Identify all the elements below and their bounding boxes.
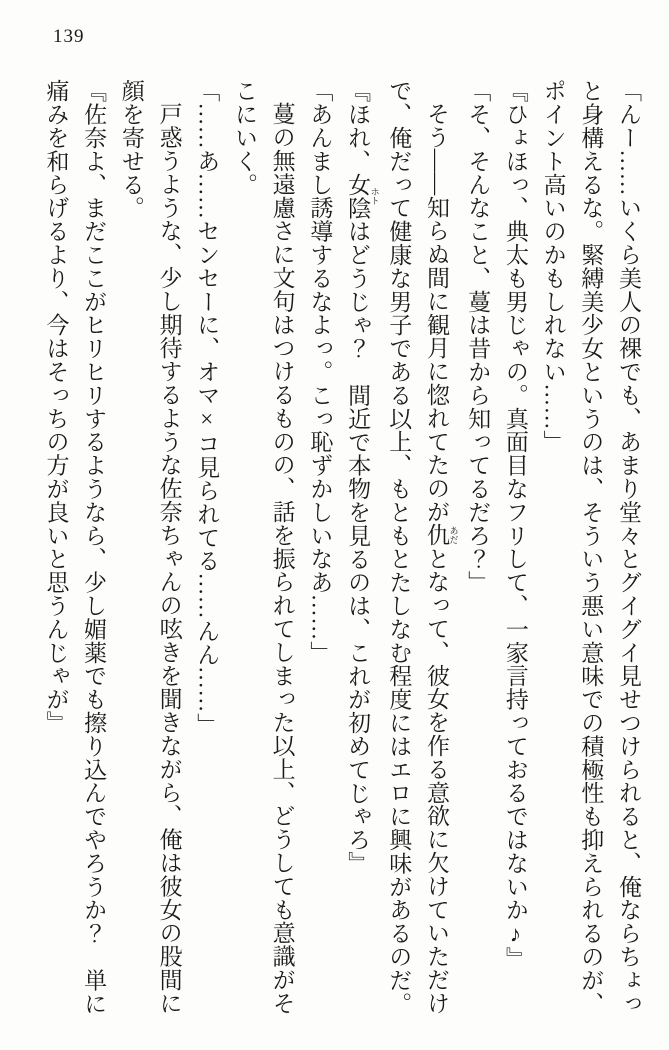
vertical-text-body <box>37 79 647 1017</box>
text-line: 蔓の無遠慮さに文句はつけるものの、話を振られてしまった以上、どうしても意識がそこにいく。 <box>231 79 295 1015</box>
text-line: 『ひょほっ、典太も男じゃの。真面目なフリして、一家言持っておるではないか♪』 <box>502 79 528 971</box>
text-line: 「んー……いくら美人の裸でも、あまり堂々とグイグイ見せつけられると、俺ならちょっと身構えるな。緊縛美少女というのは、そういう悪い意味での積極性も抑えられるのが、ポイント高いのかもしれない……」 <box>540 79 641 1015</box>
ruby-annotated-word: 女陰 ホト <box>345 172 380 220</box>
ruby-annotated-word: 仇 あだ <box>423 523 459 547</box>
text-line: 「あんまし誘導するなよっ。こっ恥ずかしいなあ……」 <box>307 79 333 664</box>
page-number: 139 <box>53 26 85 47</box>
text-line: 『ほれ、女陰 ホトはどうじゃ？ 間近で本物を見るのは、これが初めてじゃろ』 <box>345 79 380 875</box>
text-line: 「そ、そんなこと、蔓は昔から知ってるだろ？」 <box>465 79 491 594</box>
text-line: 『佐奈よ、まだここがヒリヒリするようなら、少し媚薬でも擦り込んでやろうか？ 単に痛みを和らげるより、今はそっちの方が良いと思うんじゃが』 <box>43 79 107 1015</box>
text-line: 「……あ……センセーに、オマ×コ見られてる……んん……」 <box>194 79 220 737</box>
text-line: 戸惑うような、少し期待するような佐奈ちゃんの呟きを聞きながら、俺は彼女の股間に顔を寄せる。 <box>118 79 182 1015</box>
text-line: そう――知らぬ間に観月に惚れてたのが仇 あだとなって、彼女を作る意欲に欠けていただけで、俺だって健康な男子である以上、もともとたしなむ程度にはエロに興味があるのだ。 <box>386 79 459 1015</box>
